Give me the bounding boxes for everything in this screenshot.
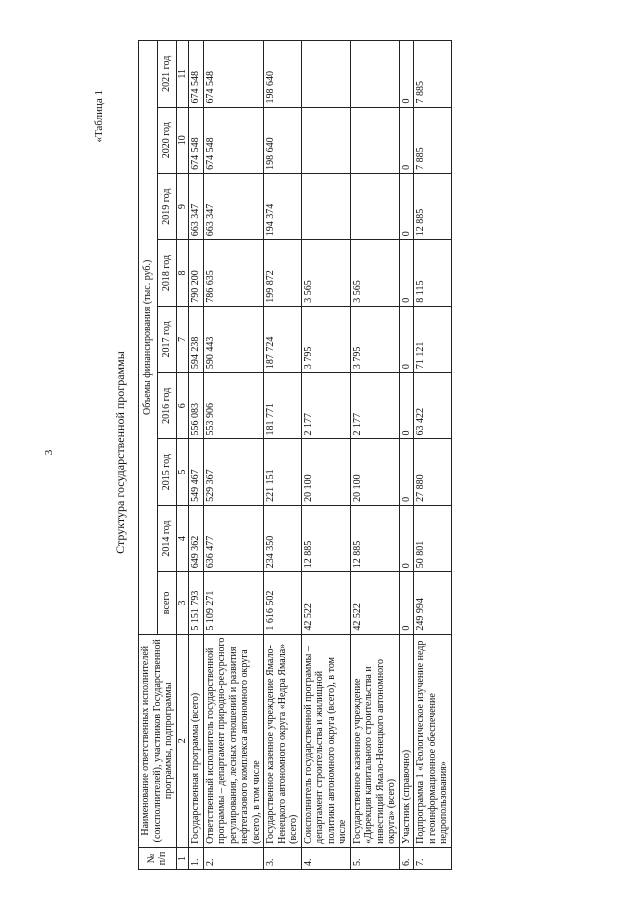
- header-year: 2016 год: [157, 373, 176, 439]
- row-year-value: 221 151: [264, 439, 302, 505]
- row-year-value: 3 565: [301, 240, 350, 306]
- table-row: [203, 41, 264, 870]
- row-year-value: [301, 41, 350, 108]
- row-year-value: 663 347: [189, 173, 204, 239]
- row-year-value: 7 885: [414, 41, 452, 108]
- column-index: 2: [176, 634, 189, 847]
- row-year-value: 12 885: [301, 505, 350, 571]
- program-structure-table: [138, 40, 452, 870]
- header-total: всего: [157, 572, 176, 634]
- header-year: 2015 год: [157, 439, 176, 505]
- table-row: [301, 41, 350, 870]
- row-year-value: 181 771: [264, 373, 302, 439]
- page-number: 3: [43, 449, 55, 456]
- row-number: 7.: [414, 847, 452, 869]
- row-year-value: 790 200: [189, 240, 204, 306]
- table-row: [189, 41, 204, 870]
- header-year: 2020 год: [157, 107, 176, 173]
- table-row: [399, 41, 414, 870]
- row-year-value: 198 640: [264, 41, 302, 108]
- row-year-value: 0: [399, 306, 414, 372]
- row-total: 42 522: [350, 572, 399, 634]
- row-number: 3.: [264, 847, 302, 869]
- row-year-value: 2 177: [301, 373, 350, 439]
- column-index: 10: [176, 107, 189, 173]
- row-number: 6.: [399, 847, 414, 869]
- header-num: № п/п: [139, 847, 177, 869]
- row-year-value: 20 100: [350, 439, 399, 505]
- row-year-value: 786 635: [203, 240, 264, 306]
- row-name: Участник (справочно): [399, 634, 414, 847]
- table-label: «Таблица 1: [93, 90, 105, 143]
- row-year-value: 636 477: [203, 505, 264, 571]
- row-year-value: 194 374: [264, 173, 302, 239]
- row-year-value: 234 350: [264, 505, 302, 571]
- row-year-value: 674 548: [189, 107, 204, 173]
- header-name: Наименование ответственных исполнителей (соисполнителей), участников Государственной программы, подпрограммы: [139, 634, 177, 847]
- row-total: 249 994: [414, 572, 452, 634]
- row-year-value: 674 548: [189, 41, 204, 108]
- row-year-value: 556 083: [189, 373, 204, 439]
- row-number: 5.: [350, 847, 399, 869]
- column-index: 7: [176, 306, 189, 372]
- document-title: Структура государственной программы: [113, 351, 127, 554]
- table-row: [264, 41, 302, 870]
- row-year-value: 12 885: [414, 173, 452, 239]
- row-year-value: 71 121: [414, 306, 452, 372]
- row-year-value: 0: [399, 505, 414, 571]
- row-year-value: 0: [399, 107, 414, 173]
- row-year-value: [350, 173, 399, 239]
- row-year-value: 50 801: [414, 505, 452, 571]
- row-year-value: 0: [399, 173, 414, 239]
- column-index: 9: [176, 173, 189, 239]
- row-year-value: 0: [399, 439, 414, 505]
- row-name: Подпрограмма 1 «Геологическое изучение недр и геоинформационное обеспечение недропользования»: [414, 634, 452, 847]
- header-year: 2017 год: [157, 306, 176, 372]
- row-year-value: 199 872: [264, 240, 302, 306]
- row-year-value: 3 795: [350, 306, 399, 372]
- row-total: 5 109 271: [203, 572, 264, 634]
- column-index: 5: [176, 439, 189, 505]
- row-year-value: 7 885: [414, 107, 452, 173]
- row-year-value: 8 115: [414, 240, 452, 306]
- row-name: Государственная программа (всего): [189, 634, 204, 847]
- column-index: 3: [176, 572, 189, 634]
- row-year-value: 649 362: [189, 505, 204, 571]
- row-year-value: 187 724: [264, 306, 302, 372]
- row-year-value: [301, 107, 350, 173]
- row-year-value: 63 422: [414, 373, 452, 439]
- row-year-value: [301, 173, 350, 239]
- table-row: [414, 41, 452, 870]
- row-year-value: 529 367: [203, 439, 264, 505]
- row-number: 1.: [189, 847, 204, 869]
- row-year-value: 20 100: [301, 439, 350, 505]
- row-year-value: 663 347: [203, 173, 264, 239]
- row-year-value: 0: [399, 373, 414, 439]
- row-number: 2.: [203, 847, 264, 869]
- header-year: 2021 год: [157, 41, 176, 108]
- row-year-value: 674 548: [203, 41, 264, 108]
- row-total: 42 522: [301, 572, 350, 634]
- row-year-value: 198 640: [264, 107, 302, 173]
- row-year-value: 590 443: [203, 306, 264, 372]
- row-year-value: 674 548: [203, 107, 264, 173]
- row-year-value: 3 565: [350, 240, 399, 306]
- header-year: 2014 год: [157, 505, 176, 571]
- row-total: 0: [399, 572, 414, 634]
- row-name: Ответственный исполнитель государственной программы – департамент природно-ресурсного регулирования, лесных отношений и развития нефтегазового комплекса автономного округа (всего), в том числе: [203, 634, 264, 847]
- row-name: Государственное казенное учреждение Ямало-Ненецкого автономного округа «Недра Ямала» (всего): [264, 634, 302, 847]
- row-year-value: 549 467: [189, 439, 204, 505]
- row-year-value: 3 795: [301, 306, 350, 372]
- column-index: 4: [176, 505, 189, 571]
- table-row: [350, 41, 399, 870]
- header-year: 2019 год: [157, 173, 176, 239]
- column-index: 6: [176, 373, 189, 439]
- column-index-row: [176, 41, 189, 870]
- row-name: Соисполнитель государственной программы – департамент строительства и жилищной политики автономного округа (всего), в том числе: [301, 634, 350, 847]
- header-row-1: [139, 41, 158, 870]
- row-name: Государственное казенное учреждение «Дирекция капитального строительства и инвестиций Ямало-Ненецкого автономного округа» (всего): [350, 634, 399, 847]
- row-year-value: 594 238: [189, 306, 204, 372]
- row-year-value: [350, 107, 399, 173]
- row-year-value: [350, 41, 399, 108]
- row-year-value: 0: [399, 240, 414, 306]
- column-index: 1: [176, 847, 189, 869]
- row-total: 5 151 793: [189, 572, 204, 634]
- row-year-value: 12 885: [350, 505, 399, 571]
- row-year-value: 0: [399, 41, 414, 108]
- row-total: 1 616 502: [264, 572, 302, 634]
- header-funding: Объемы финансирования (тыс. руб.): [139, 41, 158, 635]
- row-year-value: 553 906: [203, 373, 264, 439]
- row-number: 4.: [301, 847, 350, 869]
- row-year-value: 27 880: [414, 439, 452, 505]
- column-index: 8: [176, 240, 189, 306]
- row-year-value: 2 177: [350, 373, 399, 439]
- column-index: 11: [176, 41, 189, 108]
- header-year: 2018 год: [157, 240, 176, 306]
